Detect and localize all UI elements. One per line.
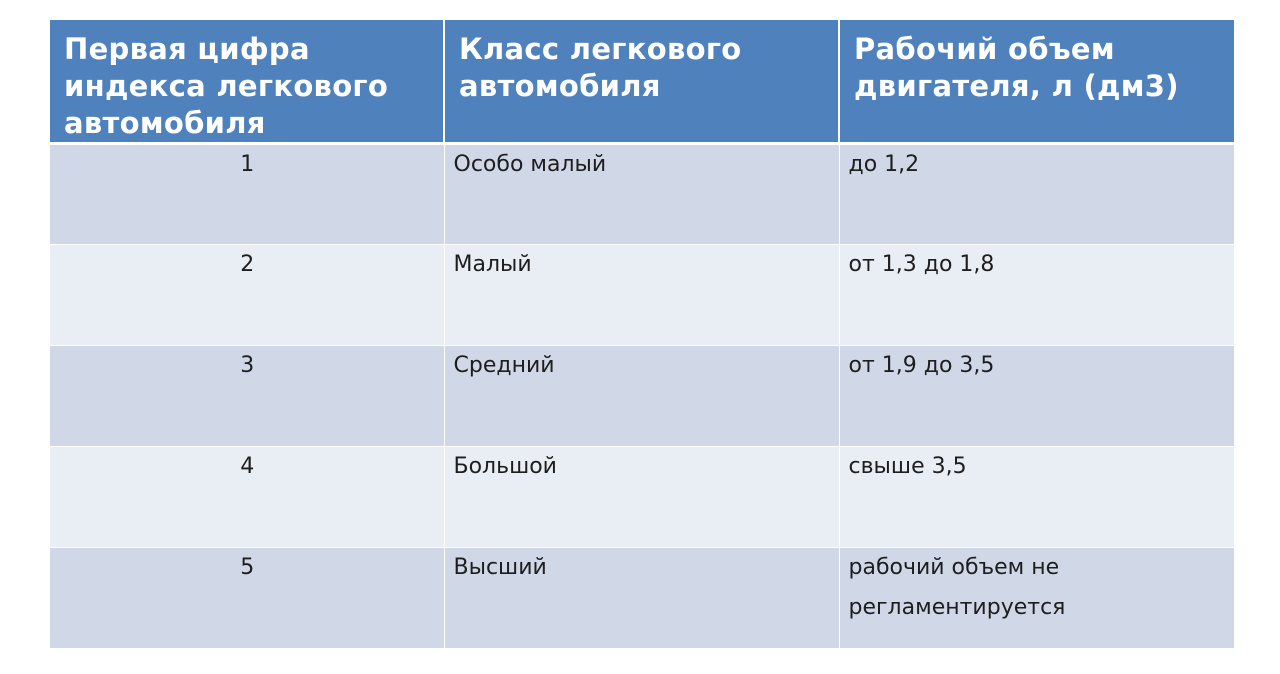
cell-volume: рабочий объем не регламентируется bbox=[839, 548, 1234, 649]
cell-volume: свыше 3,5 bbox=[839, 447, 1234, 548]
cell-class: Большой bbox=[444, 447, 839, 548]
table-row bbox=[50, 144, 1234, 245]
cell-index: 3 bbox=[50, 346, 444, 447]
cell-class: Средний bbox=[444, 346, 839, 447]
cell-volume: от 1,9 до 3,5 bbox=[839, 346, 1234, 447]
table-body bbox=[50, 144, 1234, 649]
cell-index: 4 bbox=[50, 447, 444, 548]
table-header bbox=[50, 20, 1234, 144]
cell-index: 1 bbox=[50, 144, 444, 245]
cell-volume: до 1,2 bbox=[839, 144, 1234, 245]
cell-class: Высший bbox=[444, 548, 839, 649]
cell-index: 2 bbox=[50, 245, 444, 346]
cell-class: Особо малый bbox=[444, 144, 839, 245]
table-row bbox=[50, 245, 1234, 346]
table-row bbox=[50, 447, 1234, 548]
header-car-class: Класс легкового автомобиля bbox=[444, 20, 839, 144]
header-index-digit: Первая цифра индекса легкового автомобиля bbox=[50, 20, 444, 144]
header-row bbox=[50, 20, 1234, 144]
table-row bbox=[50, 346, 1234, 447]
cell-index: 5 bbox=[50, 548, 444, 649]
car-class-table bbox=[50, 20, 1234, 649]
cell-class: Малый bbox=[444, 245, 839, 346]
cell-volume: от 1,3 до 1,8 bbox=[839, 245, 1234, 346]
header-engine-volume: Рабочий объем двигателя, л (дм3) bbox=[839, 20, 1234, 144]
table-row bbox=[50, 548, 1234, 649]
